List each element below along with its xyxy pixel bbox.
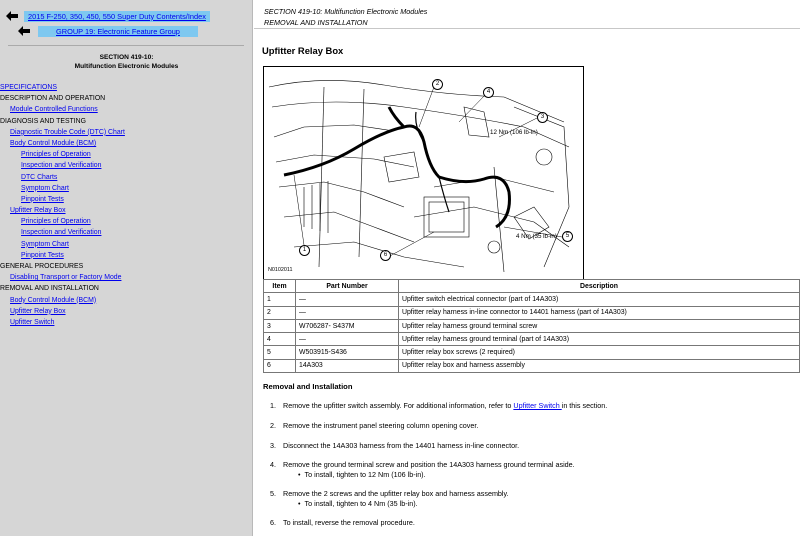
- relay-box-illustration: [263, 66, 584, 280]
- step-3-text: Disconnect the 14A303 harness from the 14401 harness in-line connector.: [283, 441, 520, 450]
- upfitter-switch-link[interactable]: Upfitter Switch: [513, 401, 562, 410]
- toc-link[interactable]: Inspection and Verification: [21, 162, 102, 170]
- cell-description: Upfitter relay harness ground terminal screw: [399, 319, 800, 332]
- toc-link[interactable]: Symptom Chart: [21, 240, 69, 248]
- table-row: [264, 306, 800, 319]
- toc-heading: DIAGNOSIS AND TESTING: [0, 117, 87, 125]
- step-2-text: Remove the instrument panel steering column opening cover.: [283, 421, 479, 430]
- procedure-title: Removal and Installation: [263, 382, 353, 391]
- parts-table: [263, 279, 800, 373]
- toc-heading: REMOVAL AND INSTALLATION: [0, 285, 99, 293]
- step-5: 5. Remove the 2 screws and the upfitter relay box and harness assembly.: [270, 489, 509, 498]
- step-1-text: Remove the upfitter switch assembly. For additional information, refer to: [283, 401, 514, 410]
- cell-part-number: W503915-S436: [296, 346, 399, 359]
- callout-2: 2: [432, 79, 443, 90]
- header-subsection: REMOVAL AND INSTALLATION: [264, 17, 368, 27]
- toc-link[interactable]: Principles of Operation: [21, 218, 91, 226]
- table-of-contents: [0, 82, 253, 328]
- cell-description: Upfitter relay harness ground terminal (part of 14A303): [399, 333, 800, 346]
- table-row: [264, 319, 800, 332]
- toc-link[interactable]: Symptom Chart: [21, 184, 69, 192]
- toc-link[interactable]: Disabling Transport or Factory Mode: [10, 274, 122, 282]
- toc-link[interactable]: Body Control Module (BCM): [10, 296, 97, 304]
- back-arrow-icon[interactable]: [6, 11, 18, 21]
- contents-index-link[interactable]: 2015 F-250, 350, 450, 550 Super Duty Contents/Index: [24, 11, 210, 22]
- toc-link[interactable]: DTC Charts: [21, 173, 58, 181]
- table-row: [264, 293, 800, 306]
- step-2: 2. Remove the instrument panel steering column opening cover.: [270, 421, 479, 430]
- step-6-text: To install, reverse the removal procedure.: [283, 518, 415, 527]
- toc-heading: GENERAL PROCEDURES: [0, 263, 84, 270]
- cell-item: 2: [264, 306, 296, 319]
- toc-link[interactable]: Module Controlled Functions: [10, 106, 98, 114]
- group-link[interactable]: GROUP 19: Electronic Feature Group: [38, 26, 198, 37]
- nav-section-number: SECTION 419-10:: [99, 54, 154, 61]
- cell-part-number: 14A303: [296, 359, 399, 372]
- toc-link[interactable]: Upfitter Relay Box: [10, 207, 66, 215]
- cell-part-number: W706287- S437M: [296, 319, 399, 332]
- navigation-pane: [0, 0, 253, 536]
- callout-3: 3: [537, 112, 548, 123]
- toc-link[interactable]: Principles of Operation: [21, 151, 91, 159]
- table-row: [264, 333, 800, 346]
- step-4-text: Remove the ground terminal screw and position the 14A303 harness ground terminal aside.: [283, 460, 575, 469]
- main-content: [254, 0, 800, 536]
- page-header: [264, 7, 427, 28]
- toc-link[interactable]: Body Control Module (BCM): [10, 139, 97, 147]
- torque-label-4nm: 4 Nm (35 lb-in): [516, 233, 557, 240]
- cell-part-number: —: [296, 306, 399, 319]
- figure-id: N0102011: [268, 267, 293, 273]
- callout-4: 4: [483, 87, 494, 98]
- cell-part-number: —: [296, 293, 399, 306]
- callout-1: 1: [299, 245, 310, 256]
- group-nav-row: [18, 25, 198, 37]
- table-row: [264, 359, 800, 372]
- step-5-text: Remove the 2 screws and the upfitter relay box and harness assembly.: [283, 489, 509, 498]
- step-1: 1. Remove the upfitter switch assembly. For additional information, refer to Upfitter Switch in this section.: [270, 401, 608, 410]
- cell-item: 6: [264, 359, 296, 372]
- step-1-text-end: in this section.: [561, 401, 608, 410]
- toc-link[interactable]: Inspection and Verification: [21, 229, 102, 237]
- step-3: 3. Disconnect the 14A303 harness from the 14401 harness in-line connector.: [270, 441, 520, 450]
- table-header-row: [264, 280, 800, 293]
- step-5-torque-note: • To install, tighten to 4 Nm (35 lb-in).: [298, 499, 418, 508]
- toc-link[interactable]: Diagnostic Trouble Code (DTC) Chart: [10, 128, 125, 136]
- cell-description: Upfitter relay harness in-line connector to 14401 harness (part of 14A303): [399, 306, 800, 319]
- callout-6: 6: [380, 250, 391, 261]
- dashboard-drawing: [264, 67, 583, 279]
- back-arrow-icon[interactable]: [18, 26, 30, 36]
- cell-item: 1: [264, 293, 296, 306]
- step-4: 4. Remove the ground terminal screw and position the 14A303 harness ground terminal aside.: [270, 460, 575, 469]
- cell-item: 3: [264, 319, 296, 332]
- table-row: [264, 346, 800, 359]
- toc-link[interactable]: Upfitter Switch: [10, 318, 55, 326]
- contents-nav-row: [6, 10, 210, 22]
- toc-heading: DESCRIPTION AND OPERATION: [0, 95, 106, 103]
- toc-link[interactable]: Pinpoint Tests: [21, 195, 64, 203]
- cell-description: Upfitter relay box screws (2 required): [399, 346, 800, 359]
- callout-5: 5: [562, 231, 573, 242]
- nav-section-name: Multifunction Electronic Modules: [74, 63, 179, 70]
- cell-item: 4: [264, 333, 296, 346]
- column-header-part-number: Part Number: [296, 280, 399, 293]
- nav-section-heading: [0, 53, 253, 71]
- toc-link[interactable]: Upfitter Relay Box: [10, 307, 66, 315]
- column-header-item: Item: [264, 280, 296, 293]
- page-title: Upfitter Relay Box: [262, 45, 344, 56]
- cell-part-number: —: [296, 333, 399, 346]
- toc-link[interactable]: SPECIFICATIONS: [0, 84, 57, 91]
- cell-description: Upfitter switch electrical connector (part of 14A303): [399, 293, 800, 306]
- cell-item: 5: [264, 346, 296, 359]
- torque-label-12nm: 12 Nm (106 lb-in): [490, 129, 538, 136]
- column-header-description: Description: [399, 280, 800, 293]
- step-4-torque-note: • To install, tighten to 12 Nm (106 lb-in).: [298, 470, 426, 479]
- nav-divider: [8, 45, 244, 46]
- toc-link[interactable]: Pinpoint Tests: [21, 251, 64, 259]
- cell-description: Upfitter relay box and harness assembly: [399, 359, 800, 372]
- step-6: 6. To install, reverse the removal procedure.: [270, 518, 415, 527]
- header-divider: [254, 28, 800, 29]
- header-section: SECTION 419-10: Multifunction Electronic Modules: [264, 7, 428, 16]
